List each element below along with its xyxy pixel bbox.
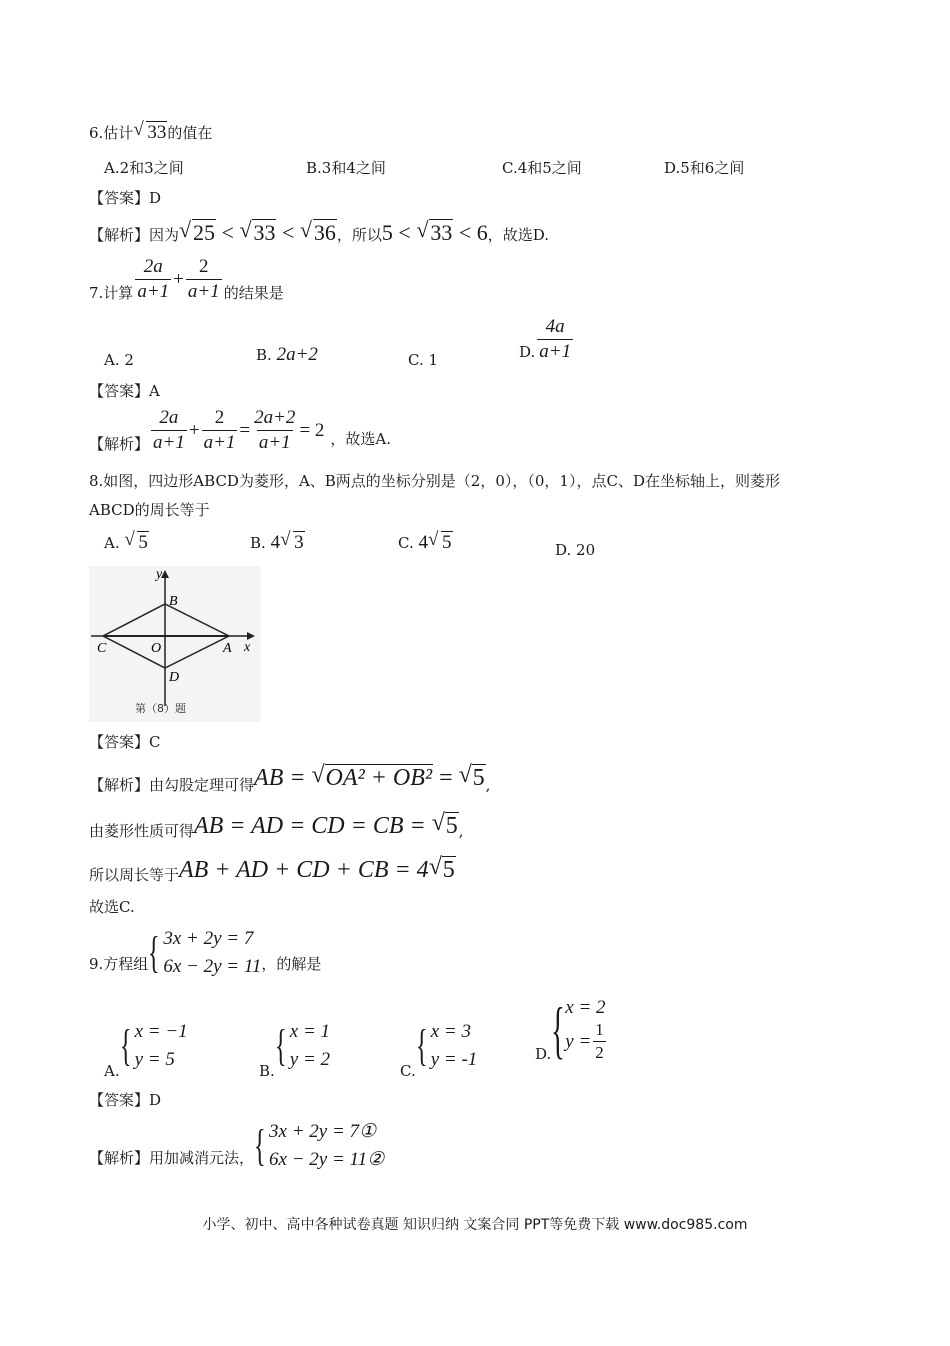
q6-option-c: C.4和5之间 bbox=[502, 159, 582, 177]
q6-ineq2-mid: 33 bbox=[430, 220, 453, 245]
q7-answer: 【答案】A bbox=[89, 382, 160, 400]
q6-stem bbox=[89, 122, 212, 144]
q9-option-a-x: x = −1 bbox=[134, 1021, 188, 1042]
q9-option-b-y: y = 2 bbox=[289, 1049, 331, 1070]
q7-analysis-frac1-num: 2a bbox=[159, 407, 179, 428]
q6-ineq1-a: 25 bbox=[193, 220, 216, 245]
q8-analysis-line1-suffix: , bbox=[485, 775, 491, 794]
q6-option-d: D.5和6之间 bbox=[664, 159, 745, 177]
q8-analysis-line3-expr bbox=[179, 857, 456, 884]
q8-option-c-label: C. bbox=[398, 534, 414, 552]
q7-analysis-frac2-den: a+1 bbox=[203, 432, 236, 453]
q8-point-b-label: B bbox=[169, 594, 178, 609]
q9-option-c: C. { x = 3 y = -1 bbox=[400, 1018, 477, 1080]
q8-analysis-line3-text: 所以周长等于 bbox=[89, 866, 180, 884]
q9-option-c-label: C. bbox=[400, 1062, 416, 1080]
q9-option-c-x: x = 3 bbox=[430, 1021, 471, 1042]
q9-stem-suffix: ，的解是 bbox=[261, 954, 322, 973]
q8-option-a-label: A. bbox=[104, 534, 120, 552]
q8-analysis-line3-left: AB + AD + CD + CB = 4 bbox=[179, 857, 429, 883]
q7-analysis-res-den: a+1 bbox=[258, 432, 291, 453]
q8-option-c bbox=[398, 532, 453, 554]
q7-stem-suffix: 的结果是 bbox=[223, 284, 284, 302]
q8-analysis-line1-rad: OA² + OB² bbox=[325, 765, 433, 791]
q8-stem-line1: 8.如图，四边形ABCD为菱形，A、B两点的坐标分别是（2，0），（0，1），点C、D在坐标轴上，则菱形 bbox=[89, 472, 780, 490]
q7-option-d-num: 4a bbox=[545, 316, 565, 337]
q7-analysis-res-num: 2a+2 bbox=[254, 407, 296, 428]
q9-analysis-eq1: 3x + 2y = 7① bbox=[269, 1121, 377, 1142]
q7-option-d-label: D. bbox=[519, 343, 536, 361]
q9-analysis-label: 【解析】 bbox=[89, 1148, 150, 1167]
q7-option-d-den: a+1 bbox=[539, 341, 572, 362]
q9-option-b: B. { x = 1 y = 2 bbox=[259, 1018, 330, 1080]
q7-option-b-expr: 2a+2 bbox=[276, 344, 318, 365]
q8-point-c-label: C bbox=[97, 641, 107, 656]
q7-frac1-den: a+1 bbox=[137, 281, 170, 302]
page-footer: 小学、初中、高中各种试卷真题 知识归纳 文案合同 PPT等免费下载 www.doc985.com bbox=[202, 1217, 748, 1233]
q8-analysis-line2-left: AB = AD = CD = CB = bbox=[194, 813, 432, 839]
q9-option-d-num: 1 bbox=[595, 1020, 604, 1039]
q7-analysis-suffix: ，故选A. bbox=[330, 430, 392, 448]
q6-analysis-label: 【解析】 bbox=[89, 226, 150, 244]
q9-option-d-y: y = bbox=[565, 1030, 592, 1052]
q8-analysis-line2-expr bbox=[194, 813, 459, 840]
q6-sqrt-arg: 33 bbox=[147, 122, 167, 143]
q7-option-a: A. 2 bbox=[104, 351, 134, 369]
q6-answer: 【答案】D bbox=[89, 189, 162, 207]
q8-point-a-label: A bbox=[223, 641, 232, 656]
q7-option-b-label: B. bbox=[256, 346, 272, 364]
q8-analysis-line2-suffix: , bbox=[458, 821, 464, 840]
q8-analysis-line1-eq: = bbox=[433, 765, 459, 791]
q8-analysis-line1-expr bbox=[254, 765, 486, 792]
q6-ineq1-b: 33 bbox=[253, 220, 276, 245]
q9-answer: 【答案】D bbox=[89, 1091, 162, 1109]
q7-analysis-frac2-num: 2 bbox=[214, 407, 225, 428]
q8-option-c-arg: 5 bbox=[442, 532, 452, 553]
q7-expression: $\frac{2a}{a+1}$ + $\frac{2}{a+1}$ bbox=[137, 256, 220, 302]
q8-analysis-label: 【解析】 bbox=[89, 776, 150, 794]
q9-analysis-eq2: 6x − 2y = 11② bbox=[269, 1149, 385, 1170]
q8-analysis-line2-arg: 5 bbox=[445, 813, 458, 839]
q6-option-b: B.3和4之间 bbox=[306, 159, 386, 177]
q8-analysis-line1-text: 由勾股定理可得 bbox=[149, 776, 255, 794]
q6-ineq1: √ 25 < √ 33 < √ 36 bbox=[179, 220, 337, 245]
q6-stem-prefix: 6.估计 bbox=[89, 124, 134, 142]
q8-option-c-coef: 4 bbox=[418, 532, 428, 553]
q9-option-b-label: B. bbox=[259, 1062, 275, 1080]
q8-option-b bbox=[250, 532, 305, 554]
q9-stem-prefix: 9.方程组 bbox=[89, 954, 149, 973]
q9-stem bbox=[89, 925, 321, 981]
q9-option-c-y: y = -1 bbox=[430, 1049, 478, 1070]
q8-analysis-line1 bbox=[89, 762, 490, 795]
q6-ineq2-left: 5 bbox=[381, 220, 393, 245]
q8-analysis-line4: 故选C. bbox=[89, 898, 135, 916]
q8-axis-y-label: y bbox=[156, 567, 163, 582]
q7-analysis bbox=[89, 407, 391, 454]
q6-analysis-suffix: ，故选D. bbox=[487, 226, 549, 244]
q9-system-eq1: 3x + 2y = 7 bbox=[163, 928, 254, 949]
q6-ineq2: 5 < √ 33 < 6 bbox=[382, 220, 488, 245]
q7-stem-prefix: 7.计算 bbox=[89, 284, 134, 302]
q8-analysis-line2-text: 由菱形性质可得 bbox=[89, 822, 195, 840]
q8-option-b-arg: 3 bbox=[294, 532, 304, 553]
q7-analysis-frac1-den: a+1 bbox=[153, 432, 185, 453]
q6-analysis-mid: ，所以 bbox=[336, 226, 382, 244]
q7-analysis-res-val: 2 bbox=[314, 419, 325, 441]
q6-analysis bbox=[89, 220, 549, 246]
q7-frac2-num: 2 bbox=[199, 256, 209, 277]
q9-option-d: D. { x = 2 y = $\frac{1}{2}$ bbox=[535, 996, 608, 1063]
q8-stem-line2: ABCD的周长等于 bbox=[89, 501, 210, 519]
q8-option-b-label: B. bbox=[250, 534, 266, 552]
q6-stem-suffix: 的值在 bbox=[167, 124, 213, 142]
q8-figure-caption: 第（8）题 bbox=[135, 702, 186, 715]
q7-frac2-den: a+1 bbox=[187, 281, 220, 302]
q8-analysis-line3-arg: 5 bbox=[442, 857, 455, 883]
q7-analysis-label: 【解析】 bbox=[89, 435, 150, 453]
q9-analysis-system: { 3x + 2y = 7① 6x − 2y = 11② bbox=[254, 1118, 384, 1174]
q8-analysis-line2 bbox=[89, 812, 463, 841]
q7-analysis-expr: $\frac{2a}{a+1}$ + $\frac{2}{a+1}$ = $\frac{2a+2}{a+1}$ = 2 bbox=[153, 407, 325, 453]
q9-analysis-text: 用加减消元法， bbox=[149, 1148, 255, 1167]
q8-point-o-label: O bbox=[151, 641, 162, 656]
q6-ineq2-right: 6 bbox=[476, 220, 488, 245]
q9-option-d-x: x = 2 bbox=[565, 997, 606, 1018]
q9-option-b-x: x = 1 bbox=[289, 1021, 331, 1042]
q8-option-b-coef: 4 bbox=[270, 532, 281, 553]
q8-figure bbox=[89, 566, 261, 722]
q8-analysis-line1-arg: 5 bbox=[472, 765, 485, 791]
q6-sqrt bbox=[133, 122, 167, 143]
q6-option-a: A.2和3之间 bbox=[104, 159, 184, 177]
q7-stem bbox=[89, 256, 284, 303]
q8-option-a bbox=[104, 532, 149, 554]
q6-analysis-prefix: 因为 bbox=[149, 226, 180, 244]
q7-option-d bbox=[519, 316, 575, 363]
q7-option-b bbox=[256, 344, 318, 366]
q9-system: { 3x + 2y = 7 6x − 2y = 11 bbox=[148, 925, 261, 981]
q9-analysis bbox=[89, 1118, 384, 1174]
q8-analysis-line1-left: AB = bbox=[254, 765, 312, 791]
q8-option-d: D. 20 bbox=[555, 541, 596, 559]
q7-frac1-num: 2a bbox=[143, 256, 163, 277]
q8-point-d-label: D bbox=[169, 670, 180, 685]
q8-answer: 【答案】C bbox=[89, 733, 161, 751]
q9-option-a-label: A. bbox=[104, 1062, 120, 1080]
q7-option-c: C. 1 bbox=[408, 351, 439, 369]
q9-option-d-den: 2 bbox=[595, 1043, 604, 1062]
q9-option-a: A. { x = −1 y = 5 bbox=[104, 1018, 188, 1080]
q8-option-a-arg: 5 bbox=[138, 532, 148, 553]
q9-option-a-y: y = 5 bbox=[134, 1049, 175, 1070]
q9-system-eq2: 6x − 2y = 11 bbox=[163, 956, 262, 977]
q8-axis-x-label: x bbox=[244, 640, 251, 655]
q8-analysis-line3 bbox=[89, 856, 456, 885]
q6-ineq1-c: 36 bbox=[313, 220, 336, 245]
q9-option-d-label: D. bbox=[535, 1045, 552, 1063]
